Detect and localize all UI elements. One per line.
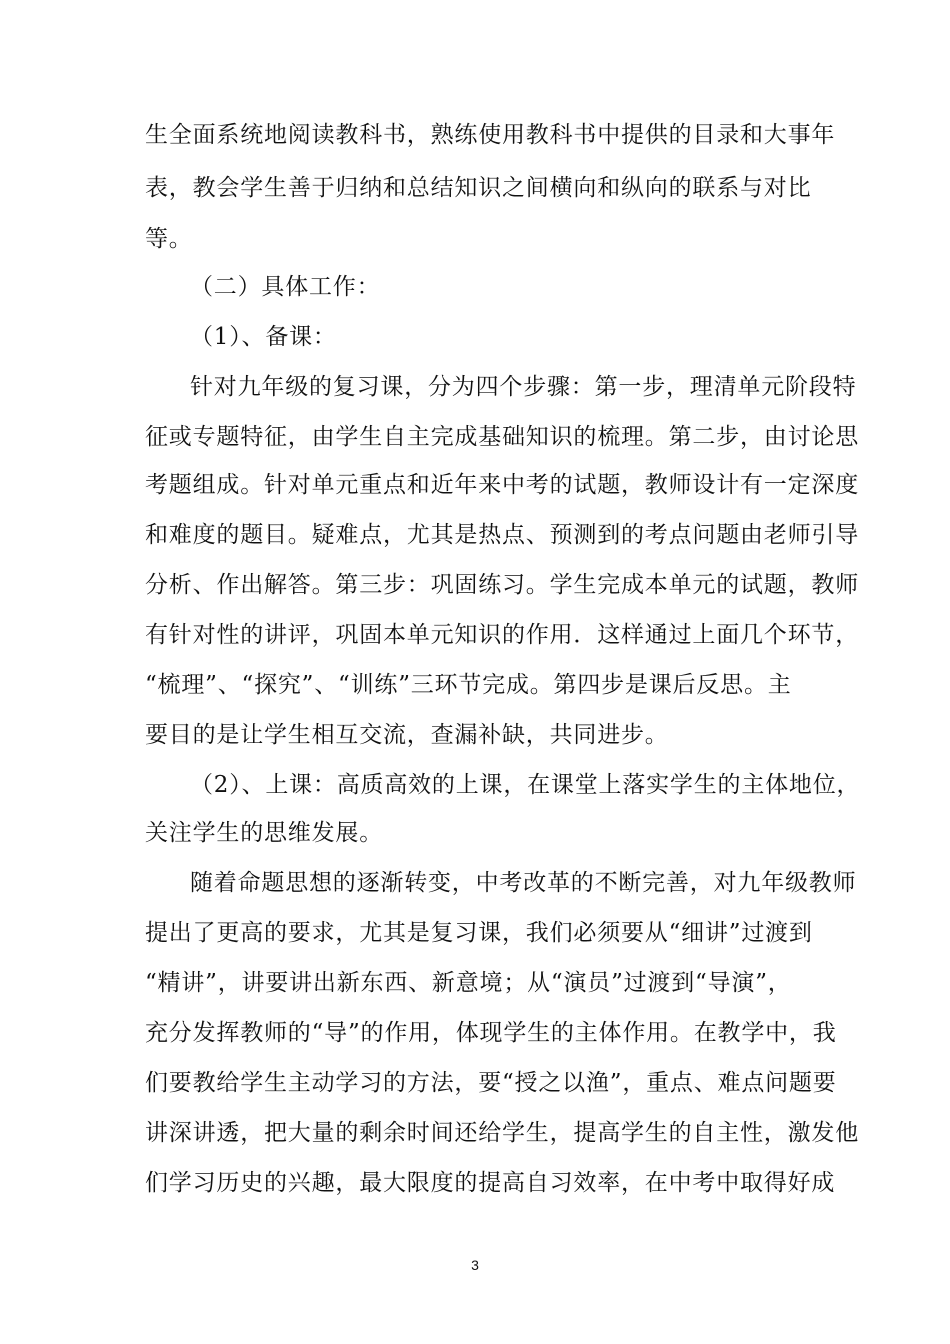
body-text-line: 们要教给学生主动学习的方法，要“授之以渔”，重点、难点问题要 (145, 1070, 837, 1096)
body-text-line: 等。 (145, 226, 193, 252)
body-text-line: 生全面系统地阅读教科书，熟练使用教科书中提供的目录和大事年 (145, 122, 836, 148)
paragraph-first-line: （2）、上课：高质高效的上课，在课堂上落实学生的主体地位， (190, 772, 861, 798)
page-number: 3 (471, 1257, 479, 1273)
body-text-line: “梳理”、“探究”、“训练”三环节完成。第四步是课后反思。主 (145, 672, 792, 698)
body-text-line: 充分发挥教师的“导”的作用，体现学生的主体作用。在教学中，我 (145, 1020, 837, 1046)
body-text-line: 要目的是让学生相互交流，查漏补缺，共同进步。 (145, 722, 669, 748)
body-text-line: 们学习历史的兴趣，最大限度的提高自习效率，在中考中取得好成 (145, 1170, 836, 1196)
body-text-line: 征或专题特征，由学生自主完成基础知识的梳理。第二步，由讨论思 (145, 424, 859, 450)
section-heading: （二）具体工作： (190, 274, 381, 300)
body-text-line: 关注学生的思维发展。 (145, 820, 383, 846)
paragraph-first-line: 随着命题思想的逐渐转变，中考改革的不断完善，对九年级教师 (190, 870, 857, 896)
body-text-line: 有针对性的讲评，巩固本单元知识的作用．这样通过上面几个环节， (145, 622, 859, 648)
body-text-line: 考题组成。针对单元重点和近年来中考的试题，教师设计有一定深度 (145, 472, 859, 498)
subsection-heading: （1）、备课： (190, 324, 337, 350)
body-text-line: 分析、作出解答。第三步：巩固练习。学生完成本单元的试题，教师 (145, 572, 859, 598)
paragraph-first-line: 针对九年级的复习课，分为四个步骤：第一步，理清单元阶段特 (190, 374, 857, 400)
body-text-line: 提出了更高的要求，尤其是复习课，我们必须要从“细讲”过渡到 (145, 920, 813, 946)
body-text-line: 和难度的题目。疑难点，尤其是热点、预测到的考点问题由老师引导 (145, 522, 859, 548)
body-text-line: 表，教会学生善于归纳和总结知识之间横向和纵向的联系与对比 (145, 175, 812, 201)
body-text-line: 讲深讲透，把大量的剩余时间还给学生，提高学生的自主性，激发他 (145, 1120, 859, 1146)
body-text-line: “精讲”，讲要讲出新东西、新意境；从“演员”过渡到“导演”， (145, 970, 792, 996)
